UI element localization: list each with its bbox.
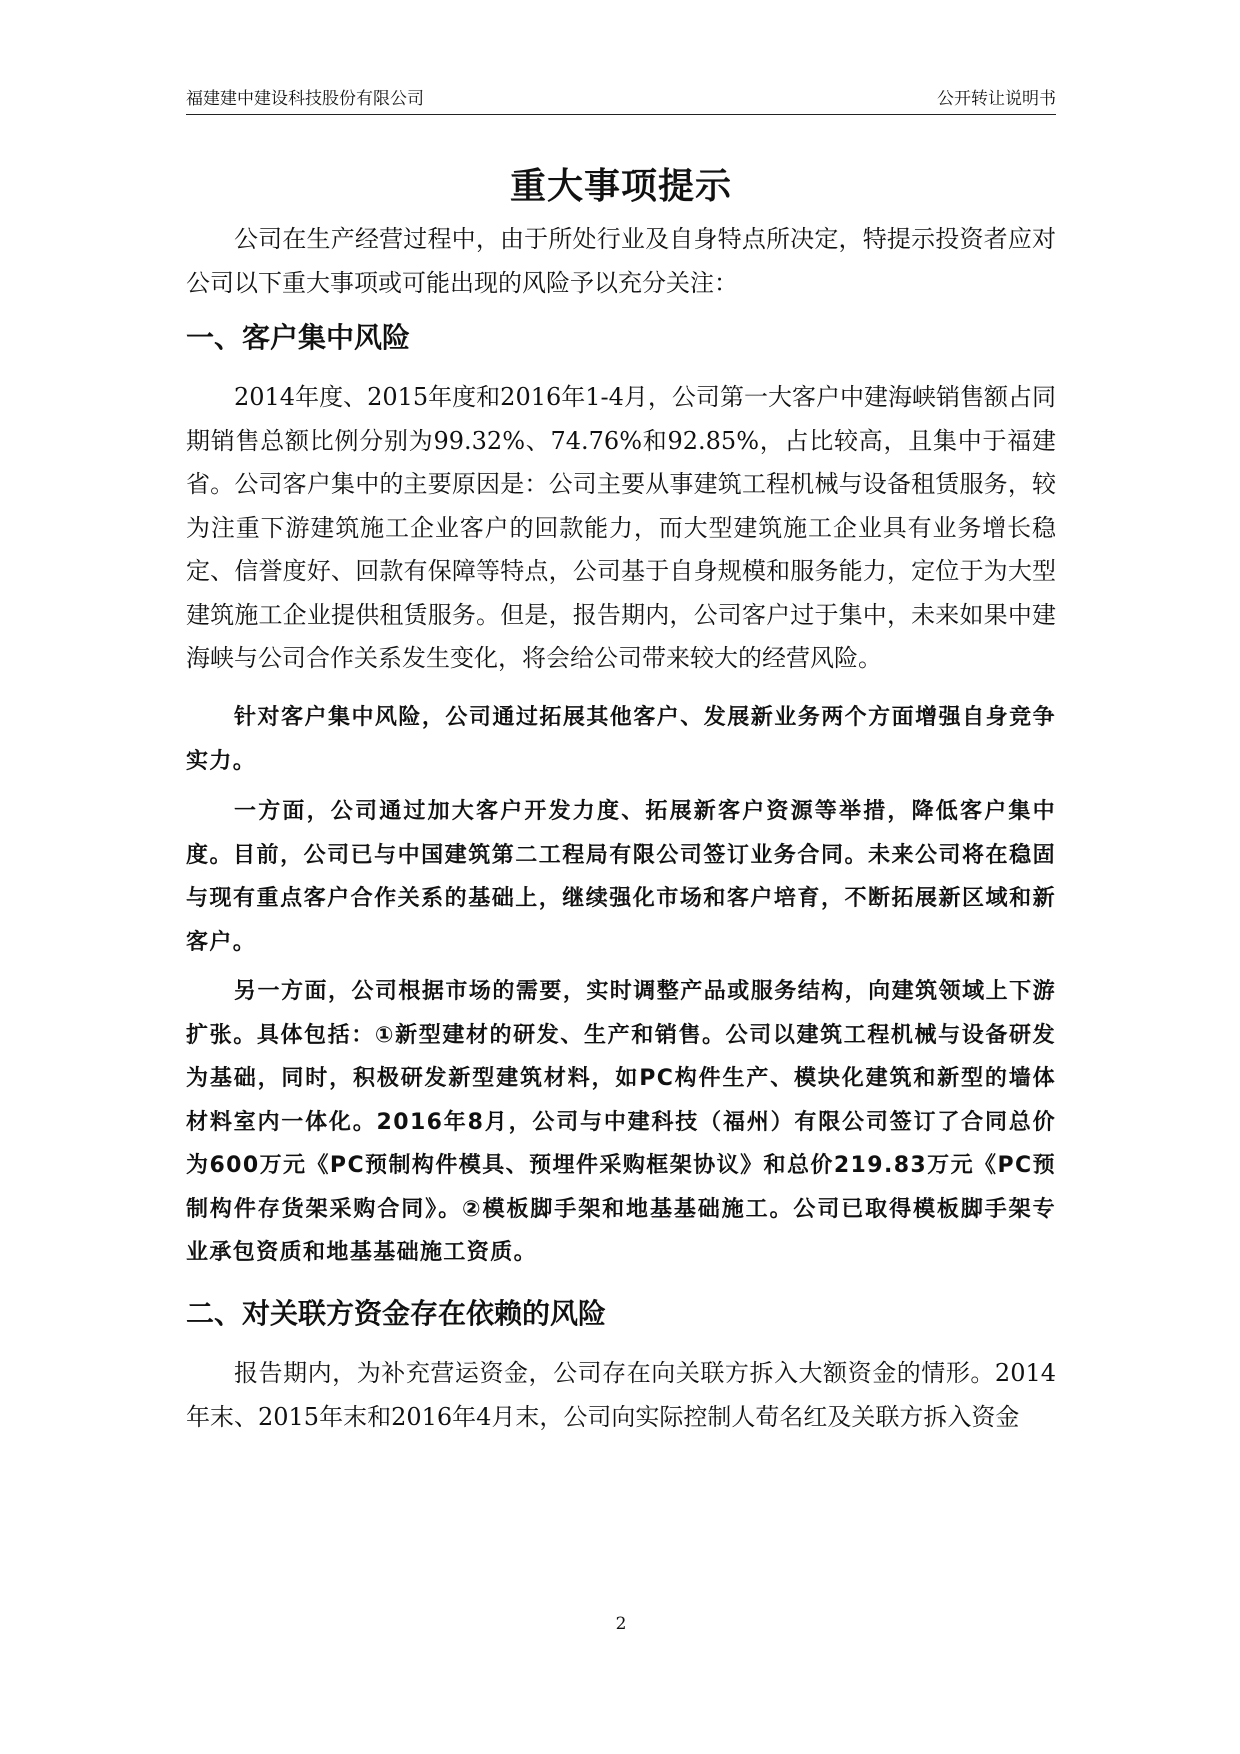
page-title: 重大事项提示 xyxy=(509,166,732,207)
customer-concentration-paragraph: 2014年度、2015年度和2016年1-4月，公司第一大客户中建海峡销售额占同期销售总额比例分别为99.32%、74.76%和92.85%，占比较高，且集中于福建省。公司客户集中的主要原因是：公司主要从事建筑工程机械与设备租赁服务，较为注重下游建筑施工企业客户的回款能力，而大型建筑施工企业具有业务增长稳定、信誉度好、回款有保障等特点，公司基于自身规模和服务能力，定位于为大型建筑施工企业提供租赁服务。但是，报告期内，公司客户过于集中，未来如果中建海峡与公司合作关系发生变化，将会给公司带来较大的经营风险。 xyxy=(186,383,1056,672)
header-document-type: 公开转让说明书 xyxy=(937,89,1056,109)
header-company-name: 福建建中建设科技股份有限公司 xyxy=(186,89,424,109)
section-heading-related-party-dependency: 二、对关联方资金存在依赖的风险 xyxy=(186,1297,607,1330)
countermeasure-summary-paragraph: 针对客户集中风险，公司通过拓展其他客户、发展新业务两个方面增强自身竞争实力。 xyxy=(186,705,1056,774)
countermeasure-one-paragraph: 一方面，公司通过加大客户开发力度、拓展新客户资源等举措，降低客户集中度。目前，公司已与中国建筑第二工程局有限公司签订业务合同。未来公司将在稳固与现有重点客户合作关系的基础上，继续强化市场和客户培育，不断拓展新区域和新客户。 xyxy=(186,799,1056,955)
section-heading-customer-concentration: 一、客户集中风险 xyxy=(186,321,411,354)
page-header xyxy=(186,84,1056,115)
intro-paragraph: 公司在生产经营过程中，由于所处行业及自身特点所决定，特提示投资者应对公司以下重大事项或可能出现的风险予以充分关注： xyxy=(186,225,1056,297)
countermeasure-two-paragraph: 另一方面，公司根据市场的需要，实时调整产品或服务结构，向建筑领域上下游扩张。具体包括：①新型建材的研发、生产和销售。公司以建筑工程机械与设备研发为基础，同时，积极研发新型建筑材料，如PC构件生产、模块化建筑和新型的墙体材料室内一体化。2016年8月，公司与中建科技（福州）有限公司签订了合同总价为600万元《PC预制构件模具、预埋件采购框架协议》和总价219.83万元《PC预制构件存货架采购合同》。②模板脚手架和地基基础施工。公司已取得模板脚手架专业承包资质和地基基础施工资质。 xyxy=(186,979,1056,1265)
page-number: 2 xyxy=(615,1614,627,1634)
related-party-paragraph: 报告期内，为补充营运资金，公司存在向关联方拆入大额资金的情形。2014年末、2015年末和2016年4月末，公司向实际控制人荀名红及关联方拆入资金 xyxy=(186,1359,1056,1431)
